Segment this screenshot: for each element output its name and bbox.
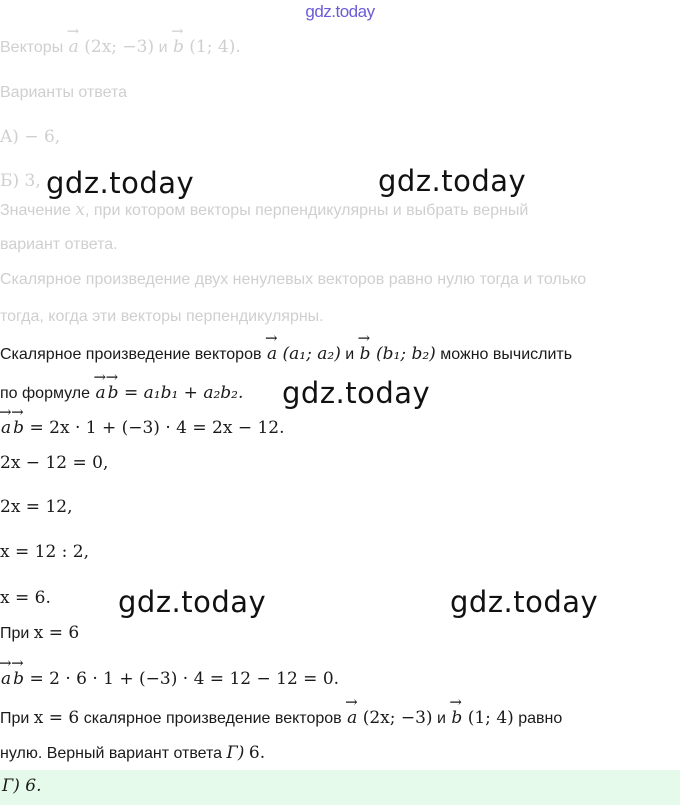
theory-line1: Скалярное произведение двух ненулевых векторов равно нулю тогда и только xyxy=(0,271,587,288)
watermark: gdz.today xyxy=(118,585,267,619)
calc-line: → a→ b = 2x · 1 + (−3) · 4 = 2x − 12. xyxy=(0,417,285,440)
watermark: gdz.today xyxy=(46,166,195,200)
task-prompt-line1: Значение x, при котором векторы перпендикулярны и выбрать верный xyxy=(0,200,529,220)
options-label: Варианты ответа xyxy=(0,84,128,101)
watermark: gdz.today xyxy=(450,585,599,619)
equation-2: 2x = 12, xyxy=(0,497,73,517)
when-line: При x = 6 xyxy=(0,623,80,643)
task-prompt-line2: вариант ответа. xyxy=(0,236,118,253)
site-header[interactable]: gdz.today xyxy=(305,2,375,21)
equation-1: 2x − 12 = 0, xyxy=(0,453,109,473)
task-vectors-line: Векторы → a (2x; −3) и → b (1; 4). xyxy=(0,36,241,59)
final-answer-bar xyxy=(0,770,680,805)
watermark: gdz.today xyxy=(282,376,431,410)
option-a: A) − 6, xyxy=(0,127,61,147)
option-b: Б) 3, xyxy=(0,171,41,191)
theory-line2: тогда, когда эти векторы перпендикулярны. xyxy=(0,308,324,325)
formula-line1: Скалярное произведение векторов → a (a₁; a₂) и → b (b₁; b₂) можно вычислить xyxy=(0,343,572,366)
conclusion-line1: При x = 6 скалярное произведение векторов → a (2x; −3) и → b (1; 4) равно xyxy=(0,707,562,730)
conclusion-line2: нулю. Верный вариант ответа Г) 6. xyxy=(0,743,266,763)
equation-4: x = 6. xyxy=(0,588,51,608)
equation-3: x = 12 : 2, xyxy=(0,542,90,562)
watermark: gdz.today xyxy=(378,164,527,198)
formula-line2: по формуле → a→ b = a₁b₁ + a₂b₂. xyxy=(0,382,243,405)
check-line: → a→ b = 2 · 6 · 1 + (−3) · 4 = 12 − 12 = 0. xyxy=(0,668,339,691)
final-answer: Г) 6. xyxy=(2,776,42,796)
